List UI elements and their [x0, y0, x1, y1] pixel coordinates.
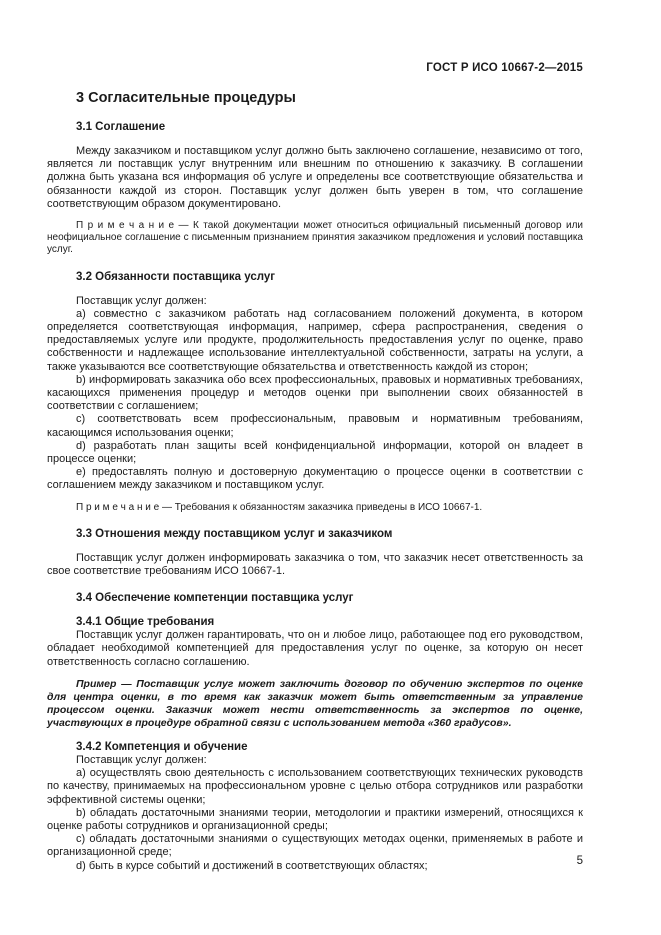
page-number: 5: [576, 855, 583, 867]
subsection-heading: 3.4.1 Общие требования: [76, 616, 215, 629]
section-heading: 3.1 Соглашение: [76, 121, 166, 133]
section-heading: 3.4 Обеспечение компетенции поставщика услуг: [76, 592, 354, 605]
paragraph: Поставщик услуг должен информировать заказчика о том, что заказчик несет ответственность за свое соответствие требованиям ИСО 10667-1.: [47, 551, 583, 578]
paragraph: Между заказчиком и поставщиком услуг должно быть заключено соглашение, независимо от того, является ли поставщик услуг внутренним или внешним по отношению к заказчику. В соглашении должна быть указана вся информация об услуге и определены все соответствующие обязательства и обязанности каждой из сторон. Поставщик услуг должен быть уверен в том, что соглашение соответствующим образом документировано.: [47, 145, 583, 210]
note-paragraph: П р и м е ч а н и е — К такой документации может относиться официальный письменный договор или неофициальное соглашение с письменным признанием принятия заказчиком предложения и условий поставщика услуг.: [47, 220, 583, 256]
paragraph: c) обладать достаточными знаниями о существующих методах оценки, применяемых в работе и организационной среде;: [47, 833, 583, 859]
example-paragraph: Пример — Поставщик услуг может заключить договор по обучению экспертов по оценке для центра оценки, в то время как заказчик может быть ответственным за управление процессом оценки. Заказчик может нести ответственность за экспертов по оценке, участвующих в процедуре обратной связи с использованием метода «360 градусов».: [47, 677, 583, 729]
paragraph: d) разработать план защиты всей конфиденциальной информации, которой он владеет в процессе оценки;: [47, 439, 583, 466]
paragraph: Поставщик услуг должен гарантировать, что он и любое лицо, работающее под его руководством, обладает необходимой компетенцией для предоставления услуг по оценке, за которую он несет ответственность согласно соглашению.: [47, 629, 583, 668]
paragraph: b) информировать заказчика обо всех профессиональных, правовых и нормативных требованиях, касающихся применения процедур и методов оценки при выполнении своих обязанностей в соответствии с соглашением;: [47, 373, 583, 413]
paragraph: Поставщик услуг должен:: [76, 294, 207, 307]
paragraph: b) обладать достаточными знаниями теории, методологии и практики измерений, относящихся к оценке работы сотрудников и организационной среды;: [47, 806, 583, 832]
note-paragraph: П р и м е ч а н и е — Требования к обязанностям заказчика приведены в ИСО 10667-1.: [76, 501, 483, 513]
section-heading: 3.2 Обязанности поставщика услуг: [76, 270, 276, 283]
chapter-heading: 3 Согласительные процедуры: [76, 90, 296, 106]
document-content: [47, 62, 583, 873]
paragraph: e) предоставлять полную и достоверную документацию о процессе оценки в соответствии с соглашением между заказчиком и поставщиком услуг.: [47, 466, 583, 492]
paragraph: d) быть в курсе событий и достижений в соответствующих областях;: [76, 859, 428, 872]
paragraph: a) совместно с заказчиком работать над согласованием положений документа, в котором определяется соответствующая информация, например, сфера распространения, сведения о предоставляемых услуге или продукте, продолжительность предоставления услуг по оценке, право собственности и надлежащее использование интеллектуальной собственности, затраты на услуги, а также указываются все соответствующие обязательства и ответственность каждой из сторон;: [47, 307, 583, 373]
section-heading: 3.3 Отношения между поставщиком услуг и заказчиком: [76, 527, 393, 540]
paragraph: a) осуществлять свою деятельность с использованием соответствующих технических руководств по качеству, принимаемых на профессиональном уровне с целью отбора сотрудников или разработки эффективной системы оценки;: [47, 767, 583, 806]
paragraph: c) соответствовать всем профессиональным, правовым и нормативным требованиям, касающимся использования оценки;: [47, 413, 583, 439]
subsection-heading: 3.4.2 Компетенция и обучение: [76, 740, 248, 753]
document-body: [47, 90, 583, 873]
paragraph: Поставщик услуг должен:: [76, 753, 207, 766]
running-header: ГОСТ Р ИСО 10667-2—2015: [426, 62, 583, 74]
